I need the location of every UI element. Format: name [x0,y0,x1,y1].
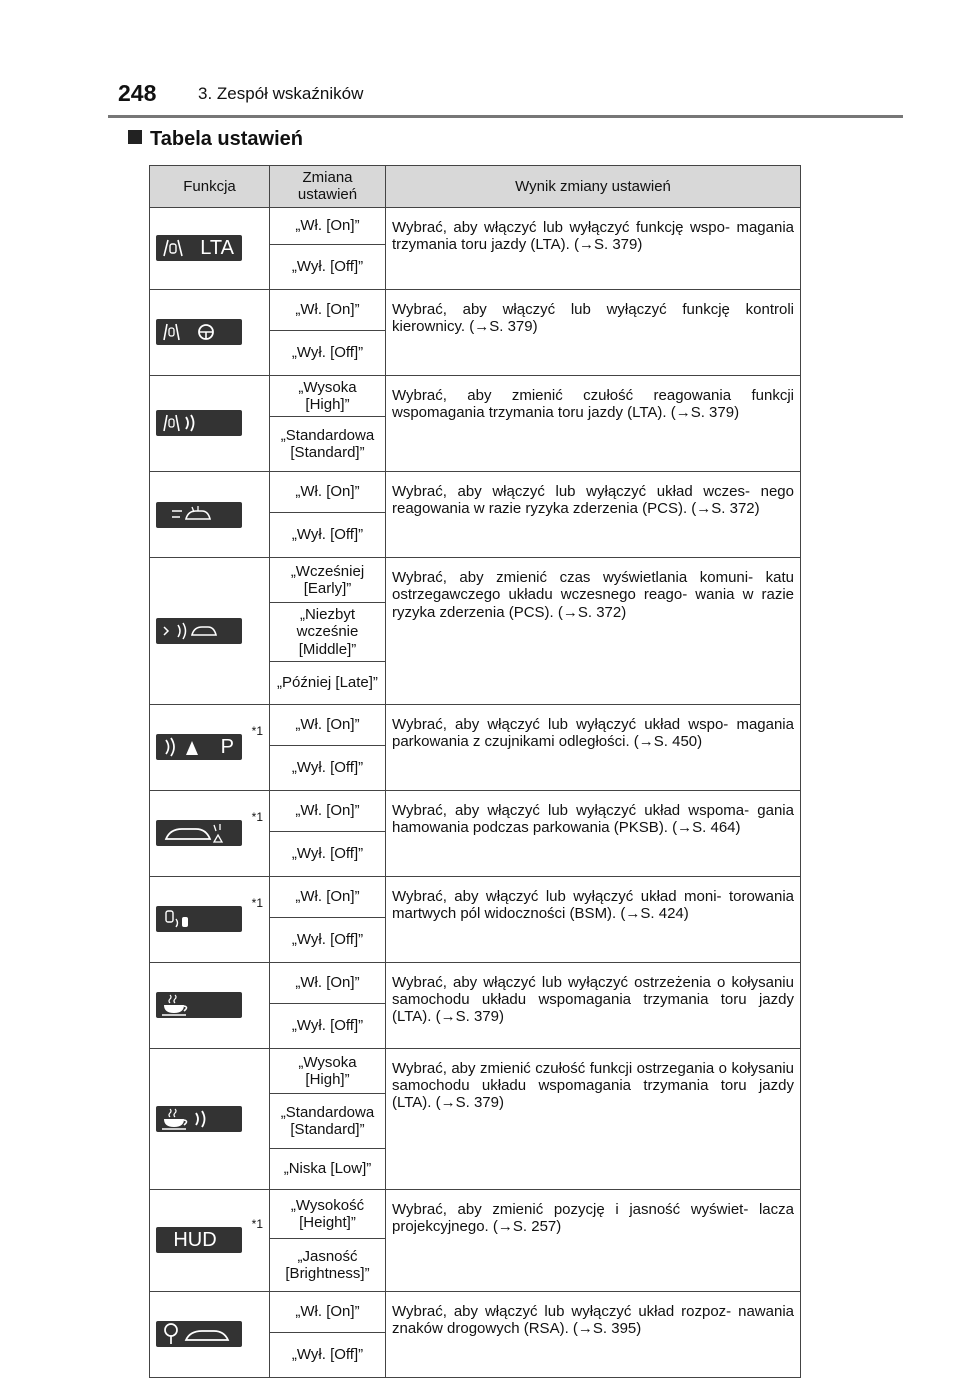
setting-result: Wybrać, aby zmienić czułość reagowania funkcji wspomagania trzymania toru jazdy (LTA). (→S. 379) [386,375,801,472]
column-header: Wynik zmiany ustawień [386,166,801,208]
footnote-marker: *1 [251,896,263,911]
pre-collision-timing-icon [156,618,242,644]
lane-alert-sensitivity-icon [156,410,242,436]
setting-result: Wybrać, aby włączyć lub wyłączyć funkcję kontroli kierownicy. (→S. 379) [386,289,801,375]
setting-result: Wybrać, aby włączyć lub wyłączyć układ wspo- magania parkowania z czujnikami odległości. (→S. 450) [386,704,801,790]
parking-brake-support-icon [156,820,242,846]
table-row [150,207,801,244]
setting-option: „Niezbyt wcześnie [Middle]” [270,603,386,662]
footnote-marker: *1 [251,724,263,739]
table-row [150,289,801,330]
setting-option: „Wysokość [Height]” [270,1189,386,1238]
setting-option: „Wysoka [High]” [270,375,386,417]
chapter-title: 3. Zespół wskaźników [198,84,364,103]
setting-result: Wybrać, aby włączyć lub wyłączyć układ moni- torowania martwych pól widoczności (BSM). (→S. 424) [386,876,801,962]
setting-result: Wybrać, aby włączyć lub wyłączyć ostrzeżenia o kołysaniu samochodu układu wspomagania trzymania toru jazdy (LTA). (→S. 379) [386,962,801,1048]
lane-trace-assist-icon [156,235,242,261]
setting-option: „Wysoka [High]” [270,1048,386,1093]
setting-option: „Jasność [Brightness]” [270,1238,386,1291]
icon-label: LTA [200,236,234,259]
setting-option: „Niska [Low]” [270,1148,386,1189]
road-sign-assist-icon [156,1321,242,1347]
setting-option: „Wył. [Off]” [270,513,386,558]
table-row [150,375,801,417]
function-cell [150,375,270,472]
head-up-display-icon [156,1227,242,1253]
icon-label: HUD [173,1228,217,1251]
function-cell [150,876,270,962]
header-rule [108,115,903,118]
function-cell [150,1189,270,1291]
setting-option: „Wył. [Off]” [270,917,386,962]
setting-option: „Wł. [On]” [270,790,386,831]
setting-option: „Wył. [Off]” [270,745,386,790]
settings-table [149,165,801,1378]
setting-option: „Standardowa [Standard]” [270,1093,386,1148]
setting-result: Wybrać, aby zmienić pozycję i jasność wyświet- lacza projekcyjnego. (→S. 257) [386,1189,801,1291]
coffee-cup-sensitivity-icon [156,1106,242,1132]
setting-option: „Wł. [On]” [270,289,386,330]
table-row [150,1291,801,1332]
section-title: Tabela ustawień [150,128,304,150]
setting-option: „Wył. [Off]” [270,1332,386,1377]
setting-option: „Wł. [On]” [270,1291,386,1332]
setting-result: Wybrać, aby zmienić czułość funkcji ostrzegania o kołysaniu samochodu układu wspomagania trzymania toru jazdy (LTA). (→S. 379) [386,1048,801,1189]
setting-result: Wybrać, aby włączyć lub wyłączyć układ rozpoz- nawania znaków drogowych (RSA). (→S. 395) [386,1291,801,1377]
setting-option: „Wcześniej [Early]” [270,558,386,603]
setting-option: „Wł. [On]” [270,962,386,1003]
setting-result: Wybrać, aby włączyć lub wyłączyć układ wczes- nego reagowania w razie ryzyka zderzenia (PCS). (→S. 372) [386,472,801,558]
setting-option: „Standardowa [Standard]” [270,417,386,472]
parking-sensor-icon [156,734,242,760]
steering-assist-icon [156,319,242,345]
setting-option: „Wył. [Off]” [270,244,386,289]
function-cell [150,1048,270,1189]
coffee-cup-icon [156,992,242,1018]
icon-label: P [220,735,234,758]
column-header: Funkcja [150,166,270,208]
setting-option: „Wył. [Off]” [270,831,386,876]
setting-result: Wybrać, aby włączyć lub wyłączyć funkcję wspo- magania trzymania toru jazdy (LTA). (→S. 379) [386,207,801,289]
setting-option: „Wył. [Off]” [270,1003,386,1048]
table-body [150,207,801,1377]
square-bullet-icon [128,130,142,144]
blind-spot-monitor-icon [156,906,242,932]
setting-option: „Wł. [On]” [270,472,386,513]
pre-collision-icon [156,502,242,528]
page-header [0,0,960,120]
table-row [150,790,801,831]
section-heading [128,128,303,151]
function-cell [150,790,270,876]
table-row [150,558,801,603]
column-header: Zmiana ustawień [270,166,386,208]
function-cell [150,1291,270,1377]
table-header-row [150,166,801,208]
footnote-marker: *1 [251,810,263,825]
table-row [150,704,801,745]
table-row [150,962,801,1003]
table-row [150,1189,801,1238]
function-cell [150,289,270,375]
function-cell [150,472,270,558]
table-row [150,876,801,917]
function-cell [150,558,270,705]
setting-option: „Wył. [Off]” [270,330,386,375]
function-cell [150,207,270,289]
table-row [150,472,801,513]
setting-result: Wybrać, aby zmienić czas wyświetlania komuni- katu ostrzegawczego układu wczesnego reago- wania w razie ryzyka zderzenia (PCS). (→S. 372) [386,558,801,705]
setting-option: „Wł. [On]” [270,207,386,244]
page-number: 248 [118,80,157,106]
setting-option: „Wł. [On]” [270,876,386,917]
function-cell [150,962,270,1048]
table-row [150,1048,801,1093]
setting-option: „Później [Late]” [270,661,386,704]
setting-option: „Wł. [On]” [270,704,386,745]
setting-result: Wybrać, aby włączyć lub wyłączyć układ wspoma- gania hamowania podczas parkowania (PKSB). (→S. 464) [386,790,801,876]
footnote-marker: *1 [251,1217,263,1232]
function-cell [150,704,270,790]
